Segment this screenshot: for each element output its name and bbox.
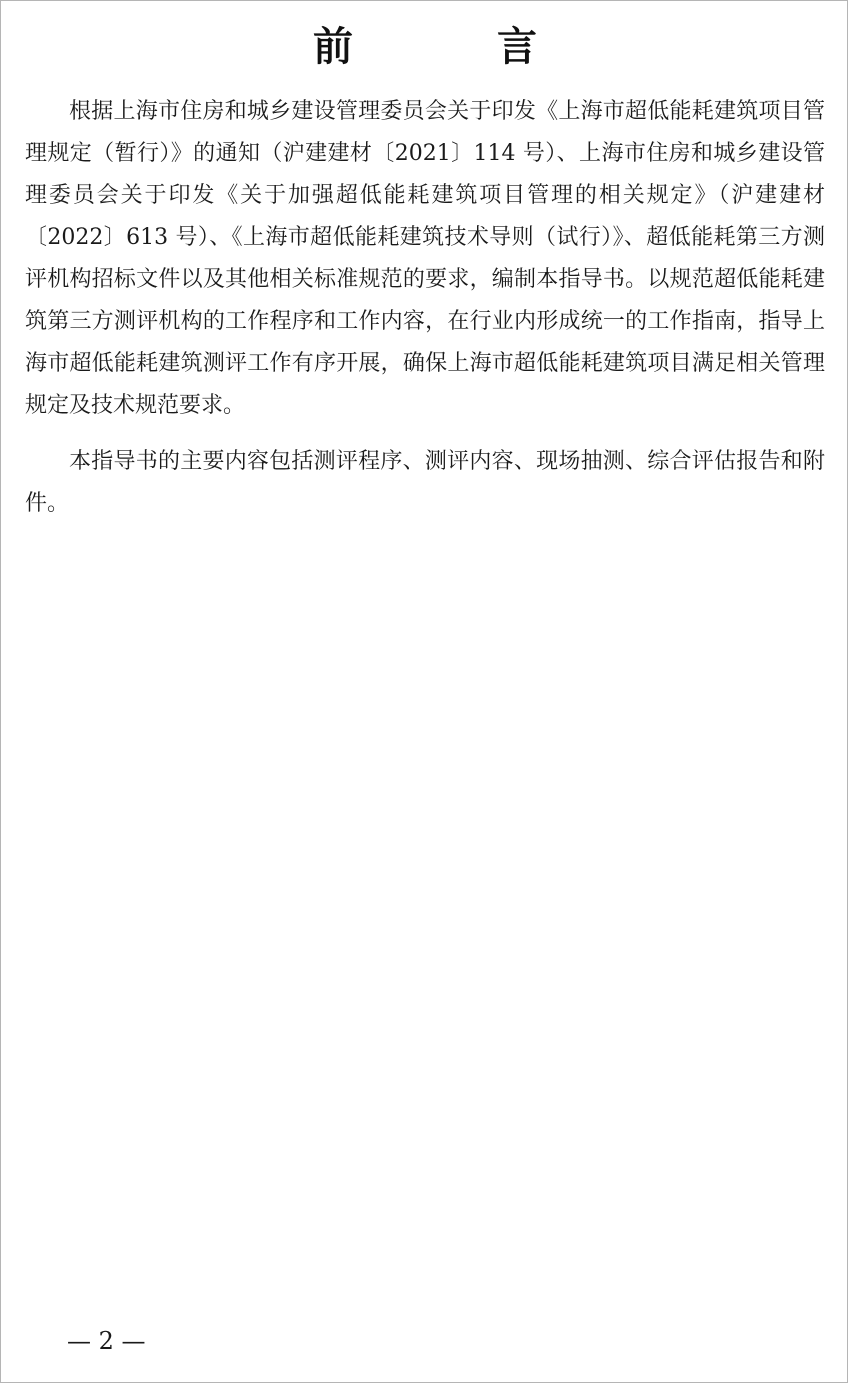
page-number: — 2 —	[67, 1327, 146, 1355]
paragraph-intro: 根据上海市住房和城乡建设管理委员会关于印发《上海市超低能耗建筑项目管理规定（暂行）》的通知（沪建建材〔2021〕114 号）、上海市住房和城乡建设管理委员会关于印发《关于加强超低能耗建筑项目管理的相关规定》（沪建建材〔2022〕613 号）、《上海市超低能耗建筑技术导则（试行）》、超低能耗第三方测评机构招标文件以及其他相关标准规范的要求，编制本指导书。以规范超低能耗建筑第三方测评机构的工作程序和工作内容，在行业内形成统一的工作指南，指导上海市超低能耗建筑测评工作有序开展，确保上海市超低能耗建筑项目满足相关管理规定及技术规范要求。	[25, 99, 825, 418]
page-title: 前 言	[313, 23, 589, 70]
paragraph-contents: 本指导书的主要内容包括测评程序、测评内容、现场抽测、综合评估报告和附件。	[25, 449, 825, 516]
document-body	[25, 91, 825, 525]
